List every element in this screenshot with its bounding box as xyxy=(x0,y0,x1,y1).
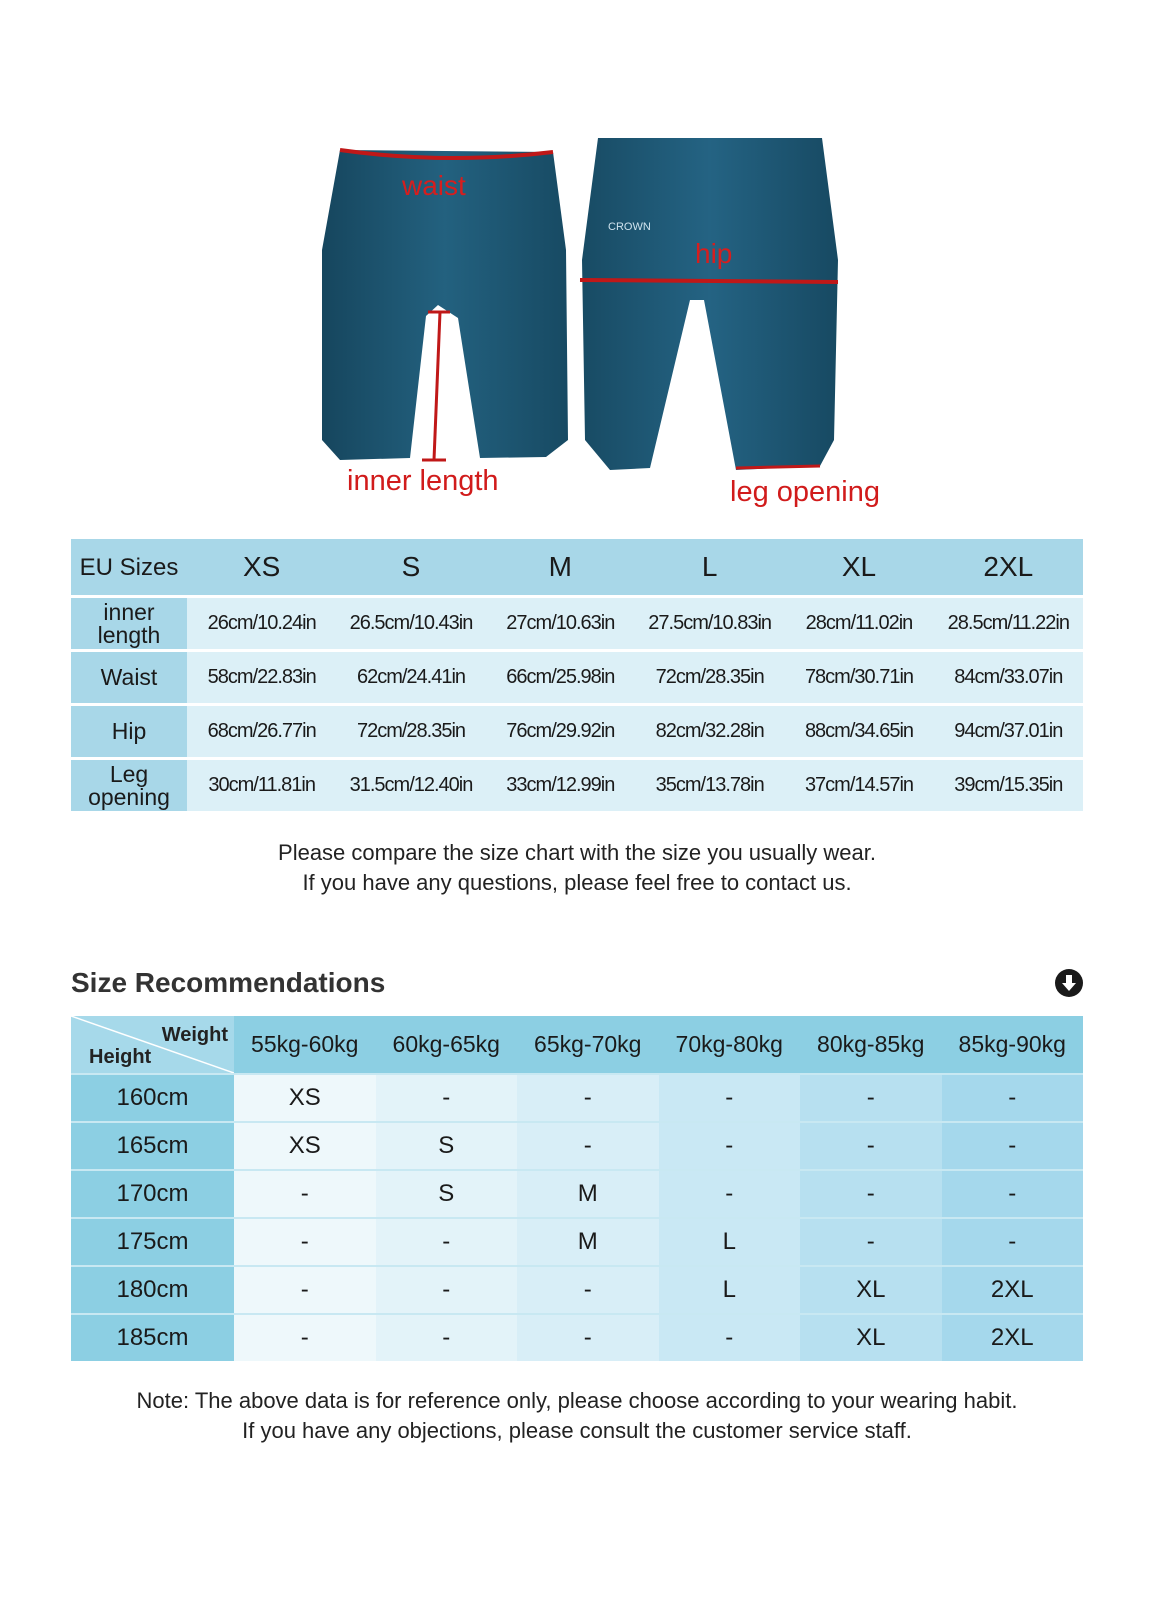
measurement-cell: 30cm/11.81in xyxy=(187,759,336,812)
recommended-size-cell: - xyxy=(800,1122,942,1170)
weight-header: 65kg-70kg xyxy=(517,1016,659,1074)
recommended-size-cell: XS xyxy=(234,1122,376,1170)
recommended-size-cell: - xyxy=(376,1074,518,1122)
inner-length-label: inner length xyxy=(347,465,499,497)
recommended-size-cell: L xyxy=(659,1218,801,1266)
recommended-size-cell: M xyxy=(517,1218,659,1266)
measurement-cell: 27.5cm/10.83in xyxy=(635,597,784,651)
size-recommendations-title: Size Recommendations xyxy=(71,967,386,998)
recommended-size-cell: - xyxy=(234,1218,376,1266)
weight-header: 55kg-60kg xyxy=(234,1016,376,1074)
measurement-cell: 76cm/29.92in xyxy=(486,705,635,759)
measurement-cell: 84cm/33.07in xyxy=(934,651,1083,705)
weight-header: 70kg-80kg xyxy=(659,1016,801,1074)
compare-note-line: Please compare the size chart with the size you usually wear. xyxy=(278,840,876,865)
recommendation-row xyxy=(71,1218,1083,1266)
measurement-cell: 27cm/10.63in xyxy=(486,597,635,651)
download-circle-icon[interactable] xyxy=(1054,968,1084,998)
recommended-size-cell: - xyxy=(942,1074,1084,1122)
recommended-size-cell: S xyxy=(376,1170,518,1218)
measurement-cell: 33cm/12.99in xyxy=(486,759,635,812)
measurement-cell: 28.5cm/11.22in xyxy=(934,597,1083,651)
measurement-cell: 72cm/28.35in xyxy=(336,705,485,759)
height-axis-label: Height xyxy=(89,1046,152,1068)
recommended-size-cell: - xyxy=(659,1122,801,1170)
recommended-size-cell: - xyxy=(800,1170,942,1218)
hip-measure-line xyxy=(580,280,838,282)
recommended-size-cell: - xyxy=(942,1170,1084,1218)
measurement-cell: 35cm/13.78in xyxy=(635,759,784,812)
size-header: M xyxy=(486,539,635,597)
size-chart-row xyxy=(71,651,1083,705)
height-label: 165cm xyxy=(71,1122,234,1170)
size-header: XL xyxy=(784,539,933,597)
weight-header-row xyxy=(71,1016,1083,1074)
measurement-cell: 28cm/11.02in xyxy=(784,597,933,651)
recommendation-row xyxy=(71,1170,1083,1218)
recommendation-row xyxy=(71,1266,1083,1314)
brand-mark: CROWN xyxy=(608,221,651,233)
recommendation-row xyxy=(71,1314,1083,1361)
recommended-size-cell: - xyxy=(517,1266,659,1314)
reference-note xyxy=(0,1386,1154,1446)
recommended-size-cell: - xyxy=(234,1314,376,1361)
recommended-size-cell: - xyxy=(659,1170,801,1218)
recommendation-row xyxy=(71,1074,1083,1122)
recommended-size-cell: - xyxy=(942,1218,1084,1266)
measurement-label: inner length xyxy=(71,597,187,651)
measurement-label: Hip xyxy=(71,705,187,759)
recommended-size-cell: S xyxy=(376,1122,518,1170)
measurement-cell: 88cm/34.65in xyxy=(784,705,933,759)
weight-header: 85kg-90kg xyxy=(942,1016,1084,1074)
recommended-size-cell: - xyxy=(800,1074,942,1122)
recommended-size-cell: M xyxy=(517,1170,659,1218)
weight-height-corner xyxy=(71,1016,234,1074)
hip-label: hip xyxy=(695,238,733,269)
weight-header: 80kg-85kg xyxy=(800,1016,942,1074)
compare-note xyxy=(0,838,1154,898)
measurement-label: Leg opening xyxy=(71,759,187,812)
measurement-cell: 58cm/22.83in xyxy=(187,651,336,705)
recommended-size-cell: - xyxy=(517,1314,659,1361)
size-header: 2XL xyxy=(934,539,1083,597)
size-chart-table xyxy=(71,539,1083,811)
measurement-cell: 68cm/26.77in xyxy=(187,705,336,759)
eu-sizes-header: EU Sizes xyxy=(71,539,187,597)
measurement-cell: 37cm/14.57in xyxy=(784,759,933,812)
recommended-size-cell: XL xyxy=(800,1314,942,1361)
back-shorts xyxy=(582,138,838,470)
recommended-size-cell: - xyxy=(376,1314,518,1361)
size-chart-body xyxy=(71,597,1083,812)
reference-note-line: Note: The above data is for reference only, please choose according to your wearing habit. xyxy=(136,1388,1018,1413)
measurement-cell: 82cm/32.28in xyxy=(635,705,784,759)
measurement-cell: 31.5cm/12.40in xyxy=(336,759,485,812)
height-label: 170cm xyxy=(71,1170,234,1218)
size-header: XS xyxy=(187,539,336,597)
size-chart-row xyxy=(71,759,1083,812)
measurement-cell: 72cm/28.35in xyxy=(635,651,784,705)
size-header: S xyxy=(336,539,485,597)
height-label: 160cm xyxy=(71,1074,234,1122)
measurement-cell: 94cm/37.01in xyxy=(934,705,1083,759)
measurement-cell: 39cm/15.35in xyxy=(934,759,1083,812)
recommended-size-cell: - xyxy=(800,1218,942,1266)
recommended-size-cell: XL xyxy=(800,1266,942,1314)
recommended-size-cell: - xyxy=(234,1266,376,1314)
size-chart-header-row xyxy=(71,539,1083,597)
waist-label: waist xyxy=(402,170,466,201)
recommended-size-cell: - xyxy=(659,1074,801,1122)
recommended-size-cell: - xyxy=(517,1122,659,1170)
compare-note-line: If you have any questions, please feel free to contact us. xyxy=(302,870,852,895)
measurement-label: Waist xyxy=(71,651,187,705)
size-chart-row xyxy=(71,705,1083,759)
measurement-cell: 62cm/24.41in xyxy=(336,651,485,705)
size-recommendation-body xyxy=(71,1074,1083,1361)
weight-axis-label: Weight xyxy=(161,1024,228,1046)
measurement-cell: 78cm/30.71in xyxy=(784,651,933,705)
height-label: 180cm xyxy=(71,1266,234,1314)
recommended-size-cell: - xyxy=(659,1314,801,1361)
height-label: 175cm xyxy=(71,1218,234,1266)
reference-note-line: If you have any objections, please consult the customer service staff. xyxy=(242,1418,912,1443)
shorts-drawing xyxy=(0,0,1154,520)
recommended-size-cell: XS xyxy=(234,1074,376,1122)
leg-opening-label: leg opening xyxy=(730,476,880,508)
recommended-size-cell: - xyxy=(376,1266,518,1314)
recommended-size-cell: - xyxy=(517,1074,659,1122)
recommended-size-cell: - xyxy=(376,1218,518,1266)
recommendation-row xyxy=(71,1122,1083,1170)
recommended-size-cell: - xyxy=(942,1122,1084,1170)
size-recommendation-table xyxy=(71,1016,1083,1361)
weight-header: 60kg-65kg xyxy=(376,1016,518,1074)
measurement-cell: 26.5cm/10.43in xyxy=(336,597,485,651)
recommended-size-cell: - xyxy=(234,1170,376,1218)
measurement-cell: 66cm/25.98in xyxy=(486,651,635,705)
size-chart-row xyxy=(71,597,1083,651)
recommended-size-cell: L xyxy=(659,1266,801,1314)
height-label: 185cm xyxy=(71,1314,234,1361)
recommended-size-cell: 2XL xyxy=(942,1266,1084,1314)
shorts-illustration xyxy=(0,0,1154,520)
measurement-cell: 26cm/10.24in xyxy=(187,597,336,651)
inner-length-measure-line xyxy=(434,312,440,460)
size-header: L xyxy=(635,539,784,597)
recommended-size-cell: 2XL xyxy=(942,1314,1084,1361)
leg-opening-measure-line xyxy=(736,466,820,468)
